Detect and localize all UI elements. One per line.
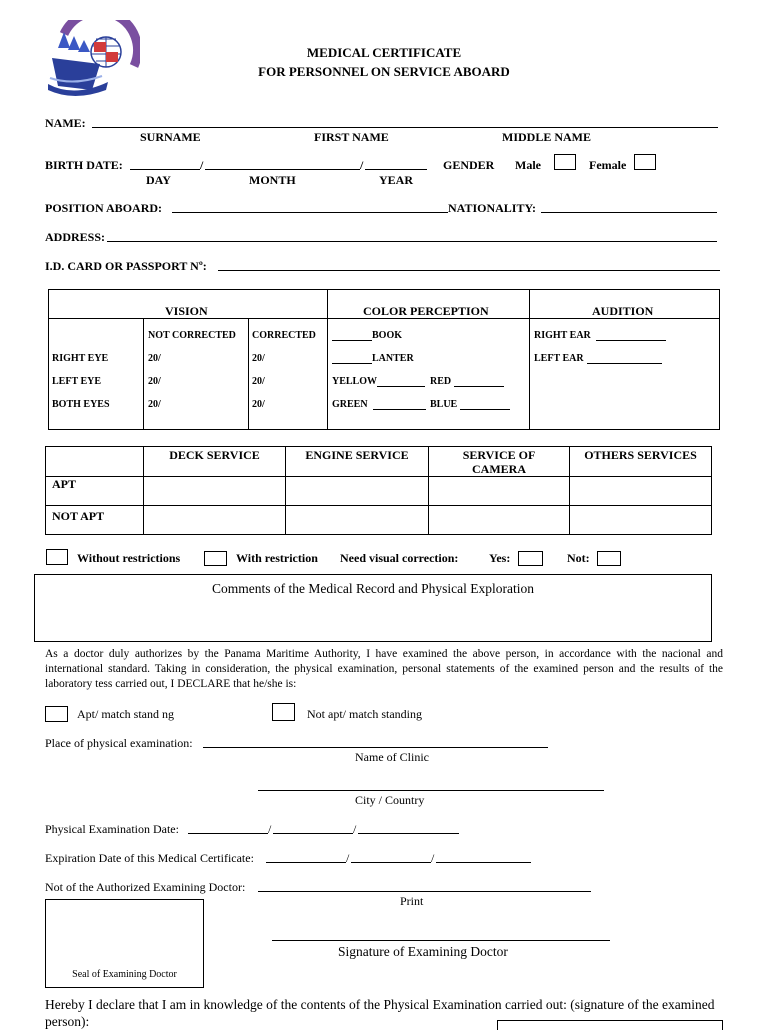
examined-signature-box[interactable] bbox=[497, 1020, 723, 1030]
exam-date-label: Physical Examination Date: bbox=[45, 822, 179, 836]
acuity-value: 20/ bbox=[148, 353, 161, 364]
deck-service-text: DECK SERVICE bbox=[169, 448, 260, 462]
place-label: Place of physical examination: bbox=[45, 736, 193, 750]
yes-checkbox[interactable] bbox=[518, 551, 543, 566]
city-country-field[interactable] bbox=[258, 790, 604, 791]
left-ear-label: LEFT EAR bbox=[534, 353, 584, 364]
others-service-text: OTHERS SERVICES bbox=[584, 448, 697, 462]
not-apt-others-cell[interactable] bbox=[570, 506, 712, 535]
corrected-header: CORRECTED bbox=[252, 330, 316, 341]
left-eye-label: LEFT EYE bbox=[52, 376, 101, 387]
yellow-label: YELLOW bbox=[332, 376, 378, 387]
not-checkbox[interactable] bbox=[597, 551, 621, 566]
not-apt-row-label bbox=[46, 506, 144, 535]
with-restriction-label: With restriction bbox=[236, 551, 318, 565]
apt-match-label: Apt/ match stand ng bbox=[77, 707, 174, 721]
apt-others-cell[interactable] bbox=[570, 477, 712, 506]
right-eye-label: RIGHT EYE bbox=[52, 353, 109, 364]
position-label: POSITION ABOARD: bbox=[45, 201, 163, 215]
not-apt-match-label: Not apt/ match standing bbox=[307, 707, 422, 721]
not-label: Not: bbox=[567, 551, 590, 565]
clinic-caption: Name of Clinic bbox=[355, 750, 429, 764]
address-label: ADDRESS: bbox=[45, 230, 106, 244]
camera-line1: SERVICE OF bbox=[462, 448, 536, 462]
acuity-value: 20/ bbox=[252, 376, 265, 387]
green-field[interactable] bbox=[373, 409, 426, 410]
vision-divider bbox=[327, 289, 328, 430]
green-label: GREEN bbox=[332, 399, 368, 410]
clinic-name-field[interactable] bbox=[203, 747, 548, 748]
yellow-field[interactable] bbox=[377, 386, 425, 387]
birth-date-label: BIRTH DATE: bbox=[45, 158, 123, 172]
red-label: RED bbox=[430, 376, 452, 387]
female-label: Female bbox=[589, 158, 627, 172]
exam-year-field[interactable] bbox=[358, 833, 459, 834]
month-caption: MONTH bbox=[249, 173, 296, 187]
declaration-paragraph: As a doctor duly authorizes by the Panama Maritime Authority, I have examined the above person, in accordance with the nacional and international standard. Taking in consideration, the physical examination, personal statements of the examined person and the results of the laboratory tess carried out, I DECLARE that he/she is: bbox=[45, 648, 723, 690]
audition-header: AUDITION bbox=[592, 304, 654, 318]
not-apt-camera-cell[interactable] bbox=[429, 506, 570, 535]
acuity-value: 20/ bbox=[252, 399, 265, 410]
others-service-header bbox=[570, 447, 712, 477]
date-slash: / bbox=[268, 822, 272, 836]
exam-month-field[interactable] bbox=[273, 833, 353, 834]
doctor-name-field[interactable] bbox=[258, 891, 591, 892]
apt-match-checkbox[interactable] bbox=[45, 706, 68, 722]
deck-service-header bbox=[144, 447, 286, 477]
footer-declaration: Hereby I declare that I am in knowledge of the contents of the Physical Examination carried out: (signature of the examined person): bbox=[45, 997, 715, 1029]
not-corrected-header: NOT CORRECTED bbox=[148, 330, 236, 341]
first-name-caption: FIRST NAME bbox=[314, 130, 389, 144]
address-field[interactable] bbox=[107, 241, 717, 242]
birth-day-field[interactable] bbox=[130, 169, 200, 170]
title-line-1: MEDICAL CERTIFICATE bbox=[306, 45, 462, 60]
expiration-day-field[interactable] bbox=[266, 862, 346, 863]
acuity-value: 20/ bbox=[252, 353, 265, 364]
yes-label: Yes: bbox=[489, 551, 511, 565]
city-country-caption: City / Country bbox=[355, 793, 425, 807]
acuity-value: 20/ bbox=[148, 376, 161, 387]
female-checkbox[interactable] bbox=[634, 154, 656, 170]
expiration-label: Expiration Date of this Medical Certificate: bbox=[45, 851, 254, 865]
apt-deck-cell[interactable] bbox=[144, 477, 286, 506]
need-visual-label: Need visual correction: bbox=[340, 551, 459, 565]
without-restrictions-checkbox[interactable] bbox=[46, 549, 68, 565]
with-restriction-checkbox[interactable] bbox=[204, 551, 227, 566]
blue-field[interactable] bbox=[460, 409, 510, 410]
date-slash: / bbox=[360, 158, 364, 172]
day-caption: DAY bbox=[146, 173, 171, 187]
id-field[interactable] bbox=[218, 270, 720, 271]
blue-label: BLUE bbox=[430, 399, 458, 410]
color-perception-header: COLOR PERCEPTION bbox=[363, 304, 489, 318]
id-label: I.D. CARD OR PASSPORT Nº: bbox=[45, 259, 207, 273]
date-slash: / bbox=[200, 158, 204, 172]
not-apt-match-checkbox[interactable] bbox=[272, 703, 295, 721]
lanter-label: LANTER bbox=[372, 353, 414, 364]
left-ear-field[interactable] bbox=[587, 363, 662, 364]
engine-service-text: ENGINE SERVICE bbox=[305, 448, 409, 462]
vision-divider bbox=[529, 289, 530, 430]
signature-field[interactable] bbox=[272, 940, 610, 941]
title-line-2: FOR PERSONNEL ON SERVICE ABOARD bbox=[258, 64, 510, 79]
print-caption: Print bbox=[400, 894, 424, 908]
engine-service-header bbox=[286, 447, 429, 477]
without-restrictions-label: Without restrictions bbox=[77, 551, 181, 565]
position-field[interactable] bbox=[172, 212, 448, 213]
date-slash: / bbox=[346, 851, 350, 865]
nationality-field[interactable] bbox=[541, 212, 717, 213]
not-apt-engine-cell[interactable] bbox=[286, 506, 429, 535]
date-slash: / bbox=[353, 822, 357, 836]
gender-label: GENDER bbox=[443, 158, 495, 172]
acuity-value: 20/ bbox=[148, 399, 161, 410]
right-ear-field[interactable] bbox=[596, 340, 666, 341]
seal-caption: Seal of Examining Doctor bbox=[72, 969, 177, 980]
surname-caption: SURNAME bbox=[140, 130, 201, 144]
doctor-label: Not of the Authorized Examining Doctor: bbox=[45, 880, 246, 894]
not-apt-text: NOT APT bbox=[52, 509, 105, 523]
vision-divider bbox=[248, 318, 249, 430]
male-checkbox[interactable] bbox=[554, 154, 576, 170]
signature-caption: Signature of Examining Doctor bbox=[338, 944, 508, 959]
right-ear-label: RIGHT EAR bbox=[534, 330, 591, 341]
red-field[interactable] bbox=[454, 386, 504, 387]
apt-engine-cell[interactable] bbox=[286, 477, 429, 506]
book-field[interactable] bbox=[332, 340, 372, 341]
male-label: Male bbox=[515, 158, 541, 172]
name-label: NAME: bbox=[45, 116, 86, 130]
vision-divider bbox=[143, 318, 144, 430]
name-field[interactable] bbox=[92, 127, 718, 128]
birth-month-field[interactable] bbox=[205, 169, 360, 170]
both-eyes-label: BOTH EYES bbox=[52, 399, 110, 410]
expiration-year-field[interactable] bbox=[436, 862, 531, 863]
middle-name-caption: MIDDLE NAME bbox=[502, 130, 591, 144]
not-apt-deck-cell[interactable] bbox=[144, 506, 286, 535]
apt-camera-cell[interactable] bbox=[429, 477, 570, 506]
comments-title: Comments of the Medical Record and Physical Exploration bbox=[211, 581, 535, 596]
apt-row-label bbox=[46, 477, 144, 506]
exam-day-field[interactable] bbox=[188, 833, 268, 834]
date-slash: / bbox=[431, 851, 435, 865]
camera-line2: CAMERA bbox=[472, 462, 526, 476]
expiration-month-field[interactable] bbox=[351, 862, 431, 863]
year-caption: YEAR bbox=[379, 173, 414, 187]
nationality-label: NATIONALITY: bbox=[448, 201, 537, 215]
camera-service-header bbox=[429, 447, 570, 477]
lanter-field[interactable] bbox=[332, 363, 372, 364]
apt-text: APT bbox=[52, 477, 76, 491]
service-corner-cell bbox=[46, 447, 144, 477]
birth-year-field[interactable] bbox=[365, 169, 427, 170]
book-label: BOOK bbox=[372, 330, 403, 341]
vision-header: VISION bbox=[165, 304, 208, 318]
service-table bbox=[45, 446, 712, 535]
